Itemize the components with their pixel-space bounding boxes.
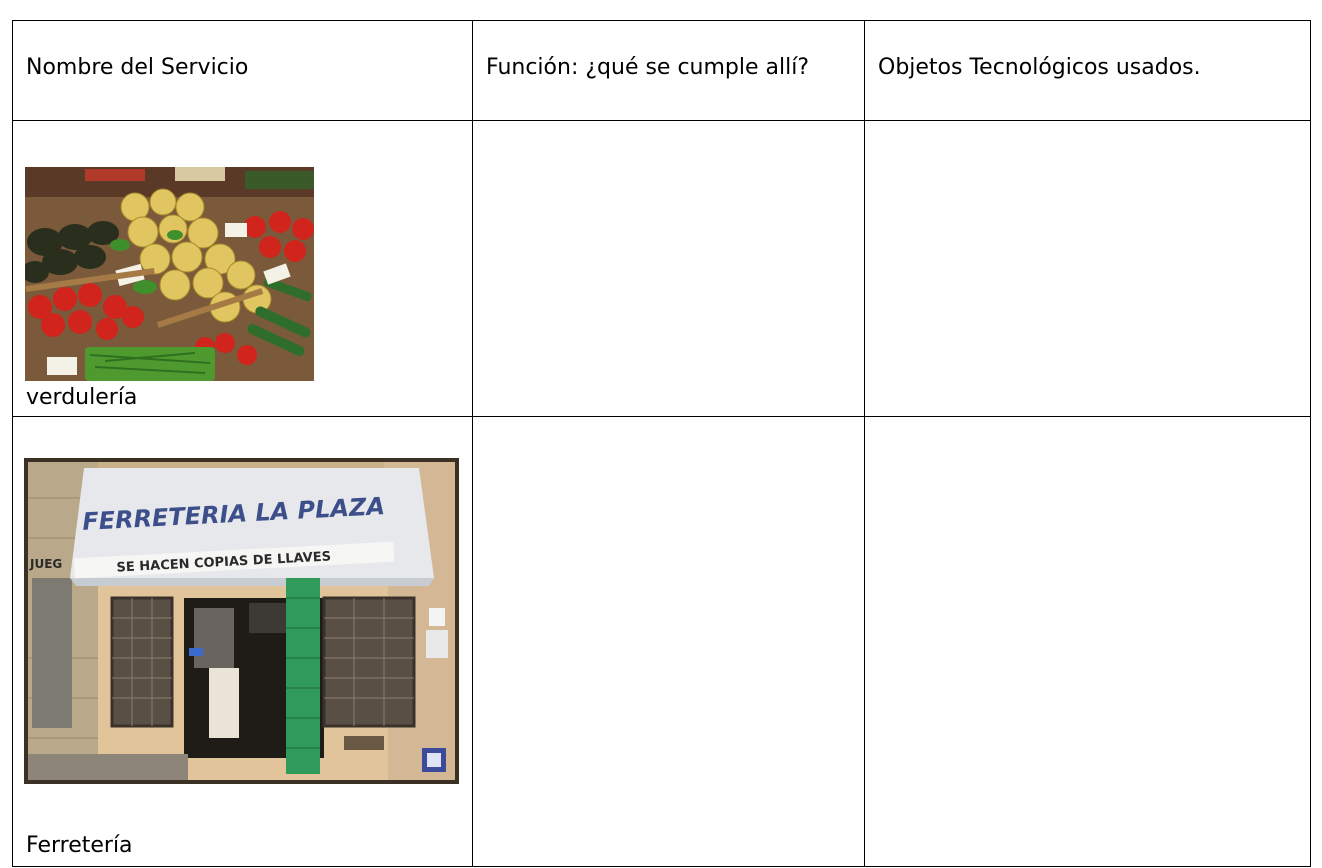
header-objects-cell [865, 21, 1311, 121]
service-name-ferreteria: Ferretería [26, 833, 133, 858]
objects-cell-ferreteria[interactable] [865, 417, 1311, 867]
header-function-cell [473, 21, 865, 121]
service-name-verduleria: verdulería [26, 385, 138, 410]
awning-sign-text: FERRETERIA LA PLAZA [81, 492, 386, 536]
objects-cell-verduleria[interactable] [865, 121, 1311, 417]
service-cell-ferreteria [13, 417, 473, 867]
produce-stand-photo [25, 167, 314, 381]
table-row [13, 121, 1311, 417]
table-row [13, 417, 1311, 867]
header-service: Nombre del Servicio [26, 55, 249, 80]
header-objects: Objetos Tecnológicos usados. [878, 55, 1201, 80]
services-table [12, 20, 1311, 867]
service-cell-verduleria [13, 121, 473, 417]
side-sign-text: JUEG [30, 557, 63, 571]
function-cell-verduleria[interactable] [473, 121, 865, 417]
header-function: Función: ¿qué se cumple allí? [486, 55, 810, 80]
function-cell-ferreteria[interactable] [473, 417, 865, 867]
header-row [13, 21, 1311, 121]
header-service-cell [13, 21, 473, 121]
hardware-store-photo [24, 458, 459, 784]
awning-subsign-text: SE HACEN COPIAS DE LLAVES [116, 549, 332, 576]
